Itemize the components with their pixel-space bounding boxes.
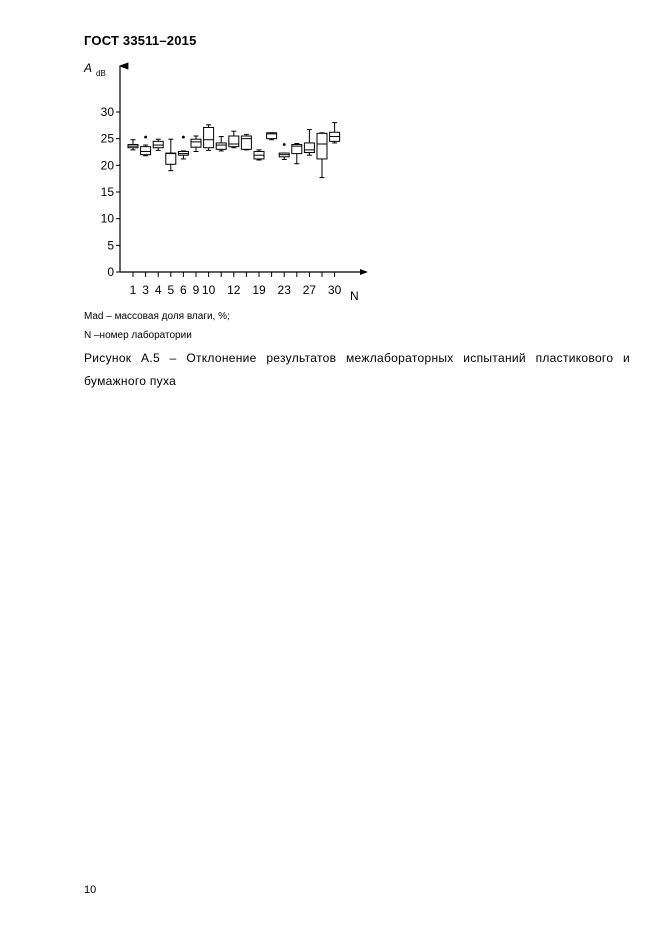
y-tick-label: 30 [100, 105, 114, 119]
chart-boxes [128, 123, 340, 178]
x-tick-label: 30 [327, 283, 342, 297]
y-tick-label: 25 [100, 131, 114, 146]
y-axis-label: A [84, 61, 93, 75]
box-iqr [304, 143, 314, 153]
box-lab-19 [254, 150, 264, 160]
box-lab-12 [229, 131, 239, 148]
y-tick-label: 5 [107, 238, 114, 253]
document-header: ГОСТ 33511–2015 [84, 33, 197, 48]
chart-axes [116, 66, 368, 277]
box-iqr [204, 127, 214, 147]
x-axis-label: N [350, 289, 359, 303]
box-lab-30 [330, 123, 340, 143]
x-tick-label: 12 [227, 283, 241, 297]
box-lab-4 [153, 139, 163, 150]
y-tick-label: 10 [100, 211, 114, 226]
x-tick-label: 19 [252, 283, 266, 297]
box-lab-1 [128, 140, 138, 150]
box-iqr [241, 136, 251, 149]
x-tick-label: 27 [302, 283, 317, 297]
x-axis-arrow [360, 269, 368, 275]
x-tick-label: 4 [154, 283, 162, 297]
outlier-point [283, 143, 286, 146]
note-lab-number: N –номер лаборатории [84, 330, 192, 341]
box-lab-12 [267, 133, 277, 140]
outlier-point [182, 136, 185, 139]
box-lab-27 [304, 130, 314, 156]
y-tick-label: 15 [100, 185, 114, 199]
box-iqr [166, 153, 176, 164]
chart-labels [83, 61, 359, 303]
box-iqr [153, 141, 163, 147]
figure-caption: Рисунок А.5 – Отклонение результатов межлабораторных испытаний пластикового и бумажного пуха [84, 351, 630, 388]
box-lab-14 [292, 143, 302, 163]
y-axis-label-sub: dB [96, 69, 106, 78]
x-tick-label: 6 [180, 283, 187, 297]
box-iqr [216, 143, 226, 149]
box-iqr [191, 139, 201, 147]
note-moisture: Mad – массовая доля влаги, %; [84, 311, 230, 322]
x-tick-label: 10 [201, 283, 216, 297]
box-lab-3 [141, 136, 151, 156]
box-lab-8 [216, 137, 226, 151]
box-iqr [317, 133, 327, 159]
y-tick-label: 20 [100, 158, 114, 173]
x-tick-label: 5 [167, 283, 175, 297]
x-tick-label: 1 [129, 283, 137, 297]
box-iqr [229, 136, 239, 147]
box-lab-16 [317, 133, 327, 178]
page-number: 10 [84, 884, 97, 896]
box-lab-6 [178, 136, 188, 159]
x-tick-label: 9 [192, 283, 200, 297]
outlier-point [144, 136, 147, 139]
box-lab-9 [191, 136, 201, 151]
y-tick-label: 0 [107, 265, 114, 279]
box-lab-10 [204, 125, 214, 151]
box-lab-10 [241, 134, 251, 149]
box-iqr [141, 147, 151, 155]
box-lab-5 [166, 139, 176, 170]
x-tick-label: 23 [277, 283, 291, 297]
box-lab-23 [279, 143, 289, 159]
x-tick-label: 3 [142, 283, 149, 297]
boxplot-chart [70, 58, 370, 308]
